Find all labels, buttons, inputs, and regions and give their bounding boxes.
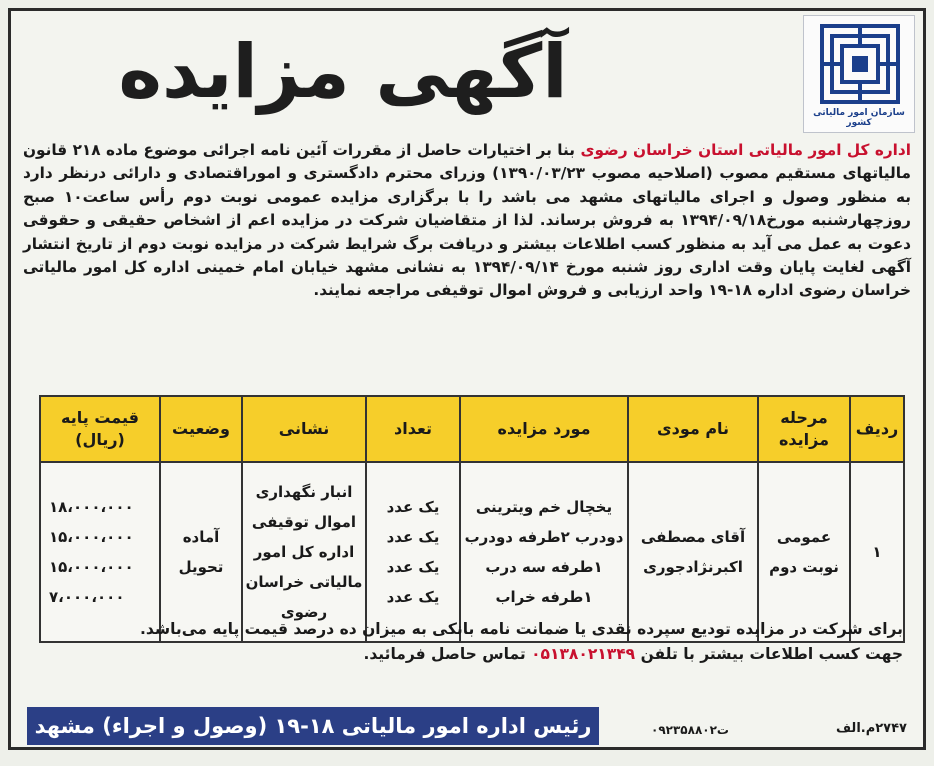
price-line: ۱۵،۰۰۰،۰۰۰ (49, 528, 134, 546)
col-header-status: وضعیت (160, 396, 242, 462)
cell-counts (366, 462, 460, 642)
cell-stage: عمومی نوبت دوم (758, 462, 850, 642)
auction-table (39, 395, 905, 643)
ref-number: ۰۹۲۳۵۸۸۰۲ت (651, 723, 729, 737)
table-header-row (40, 396, 904, 462)
cell-prices (40, 462, 160, 642)
ad-body-text: بنا بر اختیارات حاصل از مقررات آئین نامه اجرائی موضوع ماده ۲۱۸ قانون مالیاتهای مستقیم مصوب (اصلاحیه مصوب ۱۳۹۰/۰۳/۲۳) وزرای محترم دادگستری و اموراقتصادی و دارائی درنظر دارد به منظور وصول و اجرای مالیاتهای مشهد می باشد را با برگزاری مزایده عمومی نوبت دوم رأس ساعت۱۰ صبح روزچهارشنبه مورخ۱۳۹۴/۰۹/۱۸ به فروش برساند. لذا از متقاضیان شرکت در مزایده اعم از اشخاص حقیقی و حقوقی دعوت به عمل می آید به منظور کسب اطلاعات بیشتر و دریافت برگ شرایط شرکت در مزایده نوبت دوم از تاریخ انتشار آگهی لغایت پایان وقت اداری روز شنبه مورخ ۱۳۹۴/۰۹/۱۴ به نشانی مشهد خیابان امام خمینی اداره کل امور مالیاتی خراسان رضوی اداره ۱۸-۱۹ واحد ارزیابی و فروش اموال توقیفی مراجعه نمایند. (23, 141, 912, 300)
logo-caption: سازمان امور مالیاتی کشور (813, 108, 905, 128)
cell-radif: ۱ (850, 462, 904, 642)
cell-taxpayer: آقای مصطفی اکبرنژادجوری (628, 462, 758, 642)
ad-page (8, 8, 926, 750)
col-header-stage: مرحله مزایده (758, 396, 850, 462)
cell-status: آماده تحویل (160, 462, 242, 642)
contact-post: تماس حاصل فرمائید. (363, 645, 526, 663)
tax-org-emblem-icon (820, 24, 900, 104)
price-line: ۱۵،۰۰۰،۰۰۰ (49, 558, 134, 576)
deposit-note: برای شرکت در مزایده تودیع سپرده نقدی یا ضمانت نامه بانکی به میزان ده درصد قیمت پایه می‌باشد. (140, 620, 903, 638)
cell-address: انبار نگهداری اموال توقیفی اداره کل امور مالیاتی خراسان رضوی (242, 462, 366, 642)
count-line: یک عدد (386, 558, 440, 576)
count-line: یک عدد (386, 588, 440, 606)
count-line: یک عدد (386, 498, 440, 516)
ad-footer (31, 617, 903, 667)
price-line: ۷،۰۰۰،۰۰۰ (49, 588, 125, 606)
tax-org-logo (803, 15, 915, 133)
col-header-item: مورد مزایده (460, 396, 628, 462)
price-line: ۱۸،۰۰۰،۰۰۰ (49, 498, 134, 516)
signature-bar: رئیس اداره امور مالیاتی ۱۸-۱۹ (وصول و اجراء) مشهد (27, 707, 599, 745)
col-header-radif: ردیف (850, 396, 904, 462)
count-line: یک عدد (386, 528, 440, 546)
cell-items: یخچال خم ویترینی دودرب ۲طرفه دودرب ۱طرفه سه درب ۱طرفه خراب (460, 462, 628, 642)
col-header-taxpayer: نام مودی (628, 396, 758, 462)
table-row (40, 462, 904, 642)
contact-note (31, 642, 903, 667)
col-header-price: قیمت پایه (ریال) (40, 396, 160, 462)
org-name: اداره کل امور مالیاتی استان خراسان رضوی (580, 141, 911, 159)
ad-code: ۲۷۴۷م.الف (835, 721, 907, 736)
ad-body (23, 139, 911, 303)
ad-title: آگهی مزایده (118, 29, 568, 115)
phone-number: ۰۵۱۳۸۰۲۱۳۴۹ (531, 645, 636, 663)
col-header-count: تعداد (366, 396, 460, 462)
col-header-address: نشانی (242, 396, 366, 462)
contact-pre: جهت کسب اطلاعات بیشتر با تلفن (640, 645, 903, 663)
